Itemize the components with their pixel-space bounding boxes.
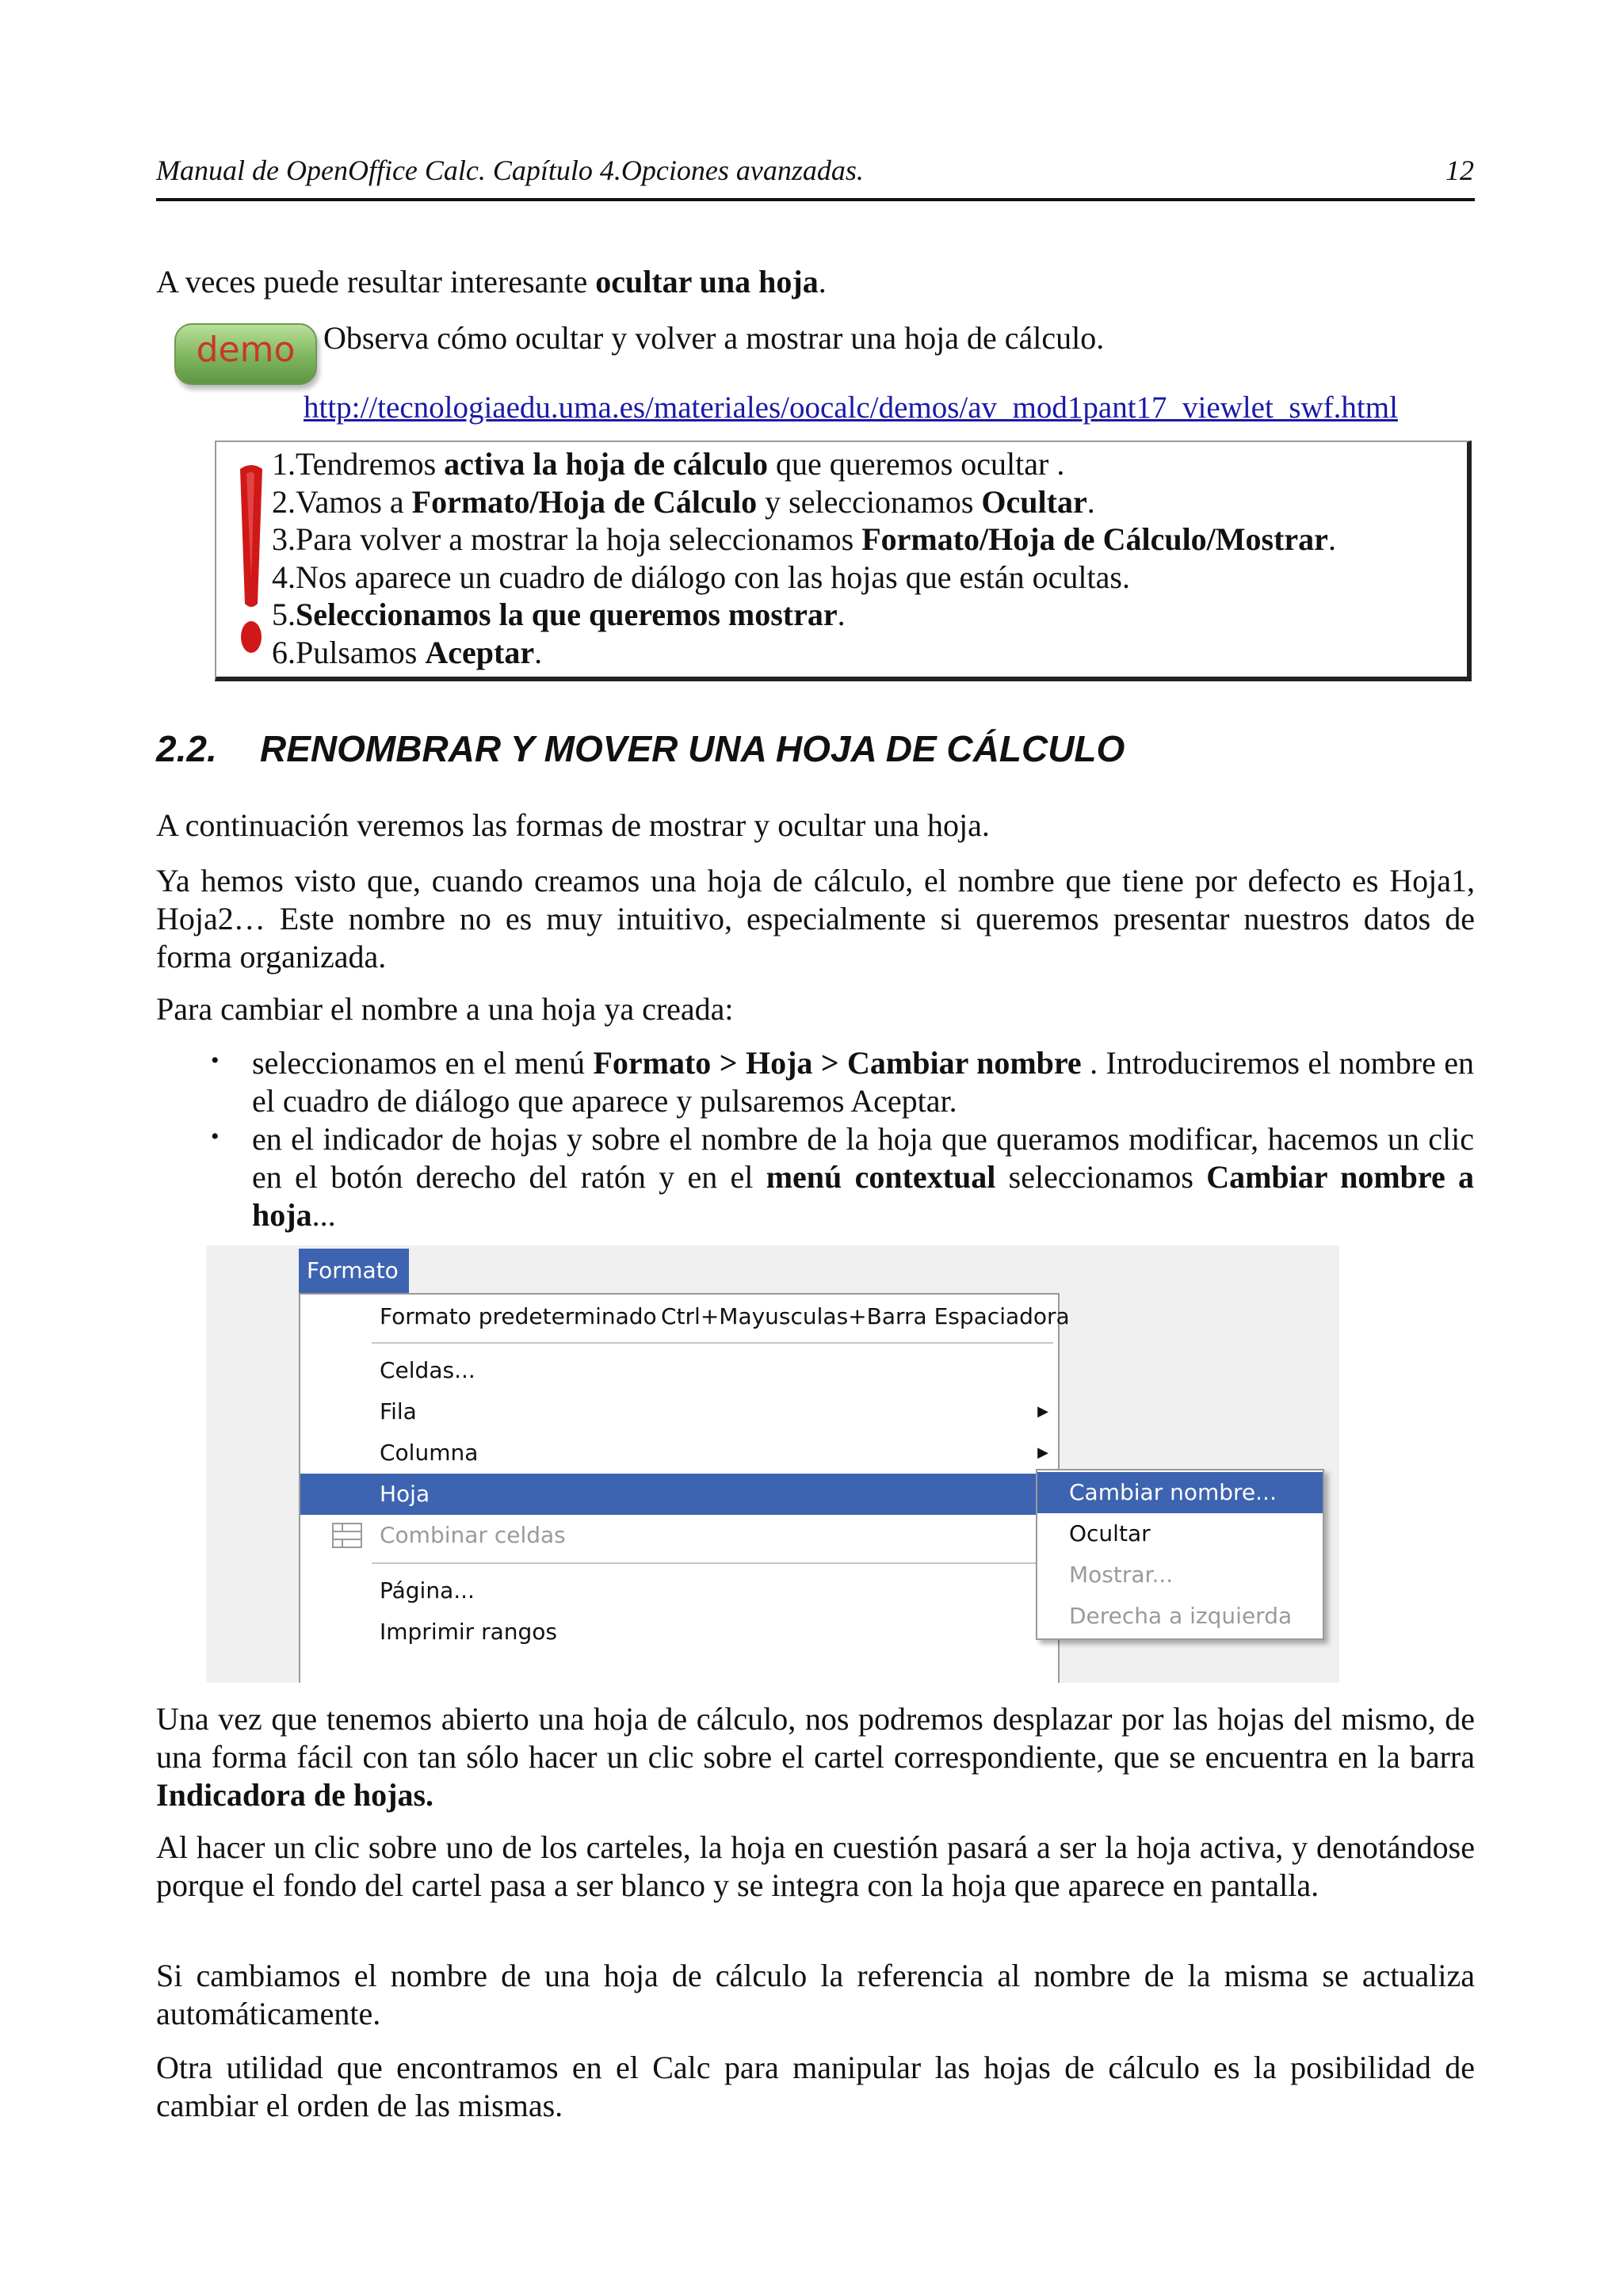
menu-item-hoja[interactable]: Hoja: [300, 1474, 1058, 1515]
section-number: 2.2.: [156, 728, 217, 769]
hoja-submenu: [1036, 1469, 1324, 1640]
demo-link[interactable]: http://tecnologiaedu.uma.es/materiales/oocalc/demos/av_mod1pant17_viewlet_swf.html: [304, 391, 1398, 425]
menu-separator: [372, 1342, 1053, 1344]
menu-item-imprimir-rangos[interactable]: Imprimir rangos: [300, 1611, 1058, 1653]
submenu-arrow-icon: ▶: [1037, 1403, 1048, 1420]
bullet-marker: •: [211, 1123, 220, 1150]
steps-note-box: [215, 441, 1472, 681]
section-heading: [156, 727, 1125, 770]
page-number: 12: [1445, 154, 1474, 186]
step-5: 5.Seleccionamos la que queremos mostrar.: [272, 597, 846, 632]
intro-paragraph: A veces puede resultar interesante ocultar una hoja.: [156, 264, 827, 299]
paragraph-3: Para cambiar el nombre a una hoja ya creada:: [156, 991, 734, 1027]
menu-screenshot: [206, 1245, 1339, 1683]
demo-button[interactable]: [174, 323, 317, 385]
step-2: 2.Vamos a Formato/Hoja de Cálculo y seleccionamos Ocultar.: [272, 483, 1095, 520]
paragraph-1: A continuación veremos las formas de mostrar y ocultar una hoja.: [156, 807, 990, 843]
menu-item-fila[interactable]: Fila ▶: [300, 1391, 1058, 1432]
submenu-arrow-icon: ▶: [1037, 1444, 1048, 1461]
step-4: 4.Nos aparece un cuadro de diálogo con las hojas que están ocultas.: [272, 559, 1130, 595]
shortcut-label: Ctrl+Mayusculas+Barra Espaciadora: [661, 1303, 1070, 1329]
bullet-marker: •: [211, 1047, 220, 1074]
paragraph-4: Una vez que tenemos abierto una hoja de cálculo, nos podremos desplazar por las hojas del mismo, de una forma fácil con tan sólo hacer un clic sobre el cartel correspondiente, que se encuentra en la barra Indicadora de hojas.: [156, 1701, 1475, 1813]
submenu-item-ocultar[interactable]: Ocultar: [1069, 1520, 1151, 1547]
step-6: 6.Pulsamos Aceptar.: [272, 634, 543, 670]
submenu-item-mostrar[interactable]: Mostrar...: [1069, 1562, 1174, 1588]
menu-item-columna[interactable]: Columna ▶: [300, 1432, 1058, 1474]
steps-list: [272, 445, 1336, 671]
demo-label: demo: [196, 330, 296, 370]
paragraph-5: Al hacer un clic sobre uno de los carteles, la hoja en cuestión pasará a ser la hoja activa, y denotándose porque el fondo del cartel pasa a ser blanco y se integra con la hoja que aparece en pantalla.: [156, 1829, 1475, 1903]
header-title: Manual de OpenOffice Calc. Capítulo 4.Opciones avanzadas.: [156, 154, 864, 186]
bullet-2: en el indicador de hojas y sobre el nombre de la hoja que queramos modificar, hacemos un clic en el botón derecho del ratón y en el menú contextual seleccionamos Cambiar nombre a hoja...: [252, 1121, 1475, 1233]
merge-cells-icon: [332, 1523, 362, 1548]
step-1: 1.Tendremos activa la hoja de cálculo que queremos ocultar .: [272, 446, 1065, 482]
exclamation-icon: [235, 461, 267, 654]
demo-description: Observa cómo ocultar y volver a mostrar una hoja de cálculo.: [323, 320, 1105, 356]
running-header: [156, 154, 1474, 190]
menu-formato[interactable]: Formato: [299, 1249, 409, 1293]
menu-separator: [372, 1562, 1053, 1564]
paragraph-6: Si cambiamos el nombre de una hoja de cálculo la referencia al nombre de la misma se actualiza automáticamente.: [156, 1958, 1475, 2031]
submenu-item-derecha-a-izquierda[interactable]: Derecha a izquierda: [1069, 1603, 1293, 1629]
section-title: RENOMBRAR Y MOVER UNA HOJA DE CÁLCULO: [260, 728, 1125, 769]
formato-dropdown: [299, 1293, 1070, 1683]
menu-item-formato-predeterminado[interactable]: Formato predeterminado Ctrl+Mayusculas+Barra Espaciadora: [300, 1296, 1058, 1337]
step-3: 3.Para volver a mostrar la hoja seleccionamos Formato/Hoja de Cálculo/Mostrar.: [272, 521, 1336, 557]
submenu-item-cambiar-nombre[interactable]: Cambiar nombre...: [1037, 1472, 1323, 1513]
bullet-1: seleccionamos en el menú Formato > Hoja > Cambiar nombre . Introduciremos el nombre en el cuadro de diálogo que aparece y pulsaremos Aceptar.: [252, 1045, 1475, 1119]
paragraph-2: Ya hemos visto que, cuando creamos una hoja de cálculo, el nombre que tiene por defecto es Hoja1, Hoja2… Este nombre no es muy intuitivo, especialmente si queremos presentar nuestros datos de forma organizada.: [156, 863, 1475, 974]
menu-item-combinar-celdas[interactable]: Combinar celdas: [300, 1515, 1058, 1556]
menu-item-pagina[interactable]: Página...: [380, 1577, 475, 1604]
paragraph-7: Otra utilidad que encontramos en el Calc para manipular las hojas de cálculo es la posibilidad de cambiar el orden de las mismas.: [156, 2050, 1475, 2123]
menu-item-celdas[interactable]: Celdas...: [380, 1357, 475, 1383]
header-rule: [156, 198, 1475, 201]
